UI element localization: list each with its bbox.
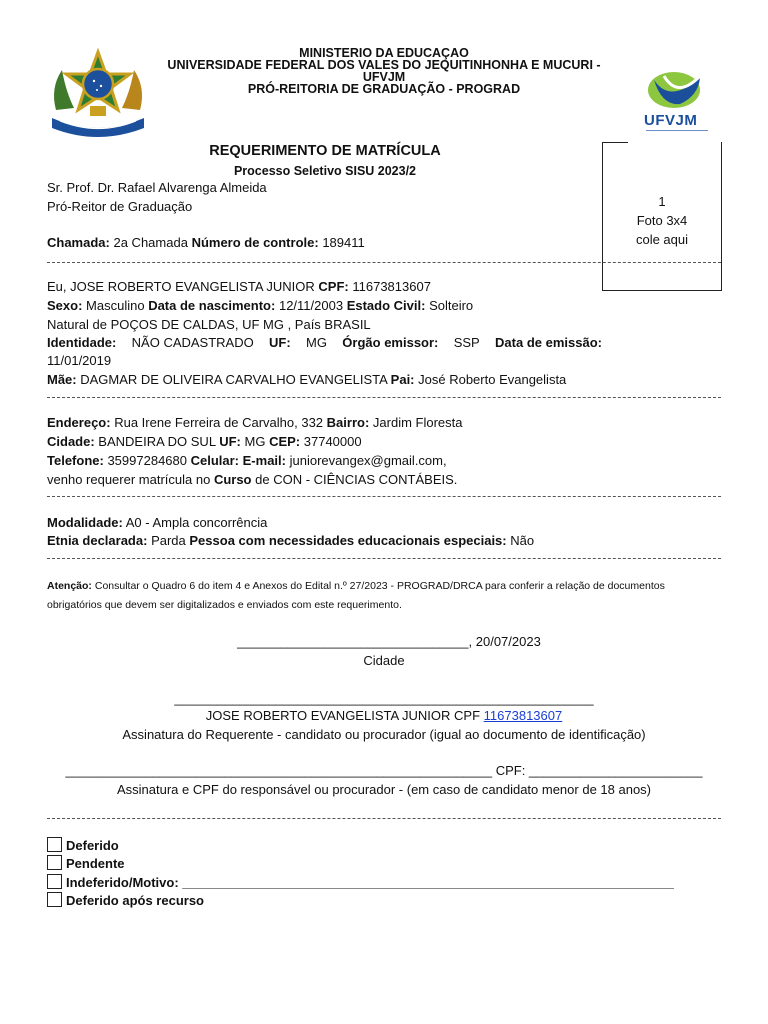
status-deferido-apos-recurso[interactable]: Deferido após recurso bbox=[47, 892, 204, 910]
address-street-line: Endereço: Rua Irene Ferreira de Carvalho, 332 Bairro: Jardim Floresta bbox=[47, 415, 463, 430]
applicant-signature-caption: Assinatura do Requerente - candidato ou procurador (igual ao documento de identificação) bbox=[122, 727, 646, 742]
checkbox-icon[interactable] bbox=[47, 874, 62, 889]
checkbox-icon[interactable] bbox=[47, 892, 62, 907]
person-name-line: Eu, JOSE ROBERTO EVANGELISTA JUNIOR CPF: 11673813607 bbox=[47, 279, 431, 294]
address-contact-line: Telefone: 35997284680 Celular: E-mail: juniorevangex@gmail.com, bbox=[47, 453, 447, 468]
applicant-name-cpf: JOSE ROBERTO EVANGELISTA JUNIOR CPF 11673813607 bbox=[205, 708, 563, 723]
status-deferido[interactable]: Deferido bbox=[47, 837, 119, 855]
checkbox-icon[interactable] bbox=[47, 837, 62, 852]
address-city-line: Cidade: BANDEIRA DO SUL UF: MG CEP: 37740000 bbox=[47, 434, 362, 449]
ufvjm-logo-text: UFVJM bbox=[644, 112, 698, 129]
page-subtitle: Processo Seletivo SISU 2023/2 bbox=[233, 164, 417, 178]
divider bbox=[47, 558, 721, 559]
call-line: Chamada: 2a Chamada Número de controle: 189411 bbox=[47, 235, 365, 250]
admission-mode-line: Modalidade: A0 - Ampla concorrência bbox=[47, 515, 268, 530]
admission-ethnicity-line: Etnia declarada: Parda Pessoa com necessidades educacionais especiais: Não bbox=[47, 533, 535, 548]
addressee-role: Pró-Reitor de Graduação bbox=[47, 199, 193, 214]
photo-instruction: cole aqui bbox=[635, 232, 689, 247]
addressee-name: Sr. Prof. Dr. Rafael Alvarenga Almeida bbox=[47, 180, 267, 195]
page-title: REQUERIMENTO DE MATRÍCULA bbox=[209, 143, 441, 159]
notice-line-1: Atenção: Consultar o Quadro 6 do item 4 e Anexos do Edital n.º 27/2023 - PROGRAD/DRCA para conferir a relação de documentos bbox=[47, 580, 665, 592]
divider bbox=[47, 262, 721, 263]
divider bbox=[47, 397, 721, 398]
city-caption: Cidade bbox=[363, 653, 405, 668]
status-indeferido[interactable]: Indeferido/Motivo: ____________________________________________________________________ bbox=[47, 874, 674, 892]
applicant-cpf-link[interactable]: 11673813607 bbox=[483, 708, 563, 723]
person-parents-line: Mãe: DAGMAR DE OLIVEIRA CARVALHO EVANGELISTA Pai: José Roberto Evangelista bbox=[47, 372, 567, 387]
university-name: UNIVERSIDADE FEDERAL DOS VALES DO JEQUITINHONHA E MUCURI - bbox=[167, 58, 601, 72]
person-sex-line: Sexo: Masculino Data de nascimento: 12/11/2003 Estado Civil: Solteiro bbox=[47, 298, 474, 313]
divider bbox=[47, 496, 721, 497]
photo-box bbox=[602, 142, 722, 291]
notice-line-2: obrigatórios que devem ser digitalizados e enviados com este requerimento. bbox=[47, 599, 402, 611]
university-acronym: UFVJM bbox=[362, 70, 406, 84]
request-course-line: venho requerer matrícula no Curso de CON - CIÊNCIAS CONTÁBEIS. bbox=[47, 472, 458, 487]
divider bbox=[47, 818, 721, 819]
person-natural-line: Natural de POÇOS DE CALDAS, UF MG , País BRASIL bbox=[47, 317, 371, 332]
checkbox-icon[interactable] bbox=[47, 855, 62, 870]
photo-number: 1 bbox=[658, 194, 666, 209]
ministry-name: MINISTERIO DA EDUCAÇAO bbox=[299, 46, 469, 60]
person-id-line: Identidade: NÃO CADASTRADO UF: MG Órgão emissor: SSP Data de emissão: bbox=[47, 335, 602, 350]
pro-rectorate-name: PRÓ-REITORIA DE GRADUAÇÃO - PROGRAD bbox=[247, 82, 521, 96]
responsible-signature-caption: Assinatura e CPF do responsável ou procurador - (em caso de candidato menor de 18 anos) bbox=[116, 782, 651, 797]
status-pendente[interactable]: Pendente bbox=[47, 855, 125, 873]
person-issue-date: 11/01/2019 bbox=[47, 353, 112, 368]
photo-size: Foto 3x4 bbox=[636, 213, 688, 228]
responsible-signature-line: ___________________________________________________________ CPF: ________________________ bbox=[65, 763, 703, 778]
applicant-signature-line: __________________________________________________________ bbox=[174, 691, 594, 706]
ufvjm-logo bbox=[640, 70, 716, 136]
date-city-line: ________________________________, 20/07/2023 bbox=[237, 634, 541, 649]
